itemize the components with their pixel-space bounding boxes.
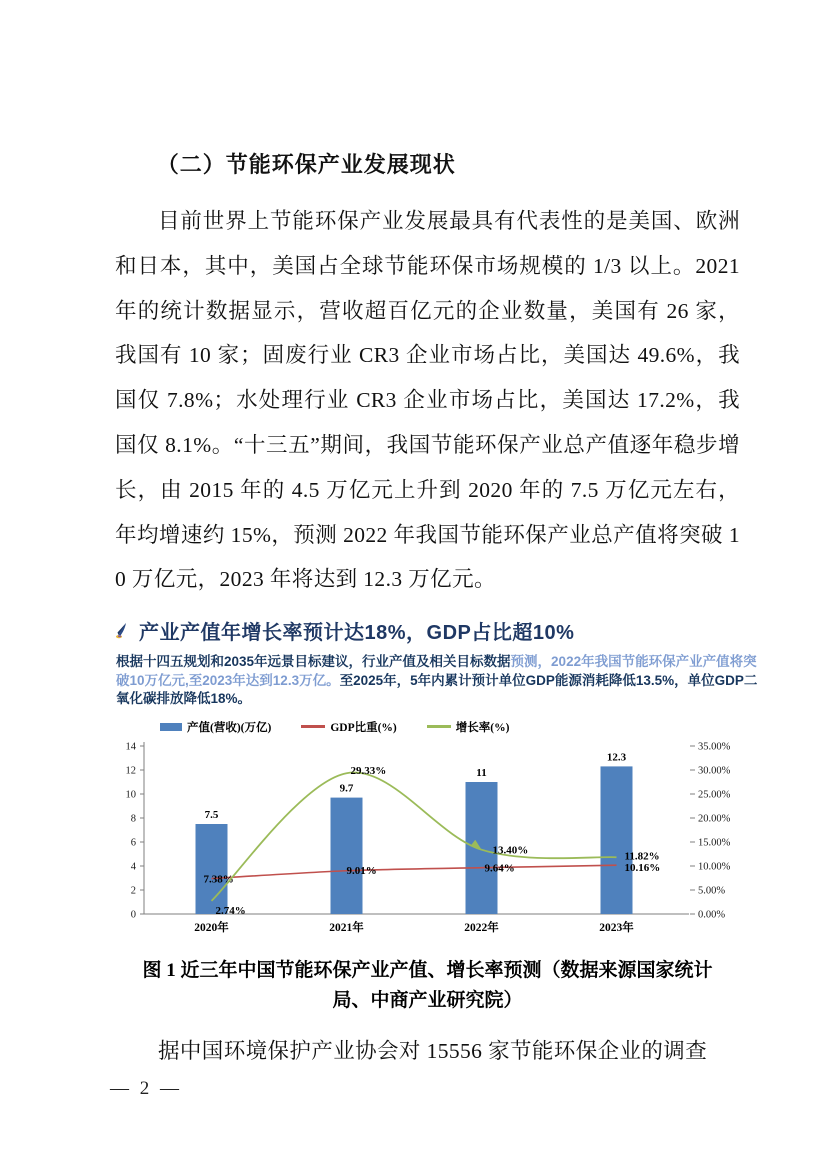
svg-text:29.33%: 29.33%: [350, 764, 387, 777]
down-arrow-marker-icon: [114, 622, 130, 640]
svg-text:7.5: 7.5: [204, 808, 219, 821]
svg-text:11: 11: [476, 766, 487, 779]
page-number: — 2 —: [110, 1078, 182, 1099]
paragraph-1: 目前世界上节能环保产业发展最具有代表性的是美国、欧洲和日本，其中，美国占全球节能环保市场规模的 1/3 以上。2021 年的统计数据显示，营收超百亿元的企业数量，美国有 26 家，我国有 10 家；固废行业 CR3 企业市场占比，美国达 49.6%，我国仅 7.8%；水处理行业 CR3 企业市场占比，美国达 17.2%，我国仅 8.1%。“十三五”期间，我国节能环保产业总产值逐年稳步增长，由 2015 年的 4.5 万亿元上升到 2020 年的 7.5 万亿元左右，年均增速约 15%，预测 2022 年我国节能环保产业总产值将突破 10 万亿元，2023 年将达到 12.3 万亿元。: [115, 209, 740, 592]
line-series: [212, 865, 617, 878]
svg-text:7.38%: 7.38%: [203, 873, 234, 886]
svg-text:20.00%: 20.00%: [698, 813, 731, 825]
infographic-title-row: [114, 616, 764, 645]
svg-text:2.74%: 2.74%: [215, 904, 246, 917]
legend-item: [427, 719, 510, 735]
svg-text:6: 6: [130, 837, 136, 849]
legend-line-swatch-icon: [427, 725, 451, 728]
caption-line-1: 图 1 近三年中国节能环保产业产值、增长率预测（数据来源国家统计: [142, 959, 713, 981]
legend-item: [160, 719, 271, 735]
legend-line-swatch-icon: [301, 725, 325, 728]
svg-text:2: 2: [130, 885, 136, 897]
svg-text:9.64%: 9.64%: [484, 862, 515, 875]
svg-text:11.82%: 11.82%: [624, 849, 660, 862]
svg-text:10.00%: 10.00%: [698, 861, 731, 873]
infographic-block: [114, 616, 764, 946]
line-series: [212, 772, 617, 900]
svg-text:2021年: 2021年: [329, 921, 364, 934]
paragraph-2: 据中国环境保护产业协会对 15556 家节能环保企业的调查: [158, 1038, 708, 1063]
infographic-subtitle: [116, 653, 764, 709]
svg-text:12: 12: [125, 765, 136, 777]
legend-item: [301, 719, 396, 735]
svg-text:15.00%: 15.00%: [698, 837, 731, 849]
svg-text:30.00%: 30.00%: [698, 765, 731, 777]
svg-text:0: 0: [130, 909, 136, 921]
svg-text:9.01%: 9.01%: [346, 864, 377, 877]
svg-text:2022年: 2022年: [464, 921, 499, 934]
subtitle-segment-dark: 根据十四五规划和2035年远景目标建议，行业产值及相关目标数据: [116, 654, 511, 670]
caption-line-2: 局、中商产业研究院）: [332, 989, 523, 1011]
section-heading: （二）节能环保产业发展现状: [156, 152, 456, 177]
svg-text:12.3: 12.3: [606, 751, 627, 764]
legend-label: GDP比重(%): [330, 721, 397, 734]
svg-text:0.00%: 0.00%: [698, 909, 726, 921]
subtitle-segment-light: 预测，2022年我国节能环保产业产值将突破10万亿元,至2023年达到12.3万亿。: [116, 654, 757, 688]
svg-text:10: 10: [125, 789, 136, 801]
legend-label: 产值(营收)(万亿): [187, 721, 272, 734]
svg-text:4: 4: [130, 861, 136, 873]
svg-text:14: 14: [125, 741, 136, 753]
legend-bar-swatch-icon: [160, 723, 182, 731]
svg-text:9.7: 9.7: [339, 782, 354, 795]
combo-chart: [114, 738, 764, 946]
bar-series: [196, 766, 633, 914]
svg-text:5.00%: 5.00%: [698, 885, 726, 897]
page-content: [115, 148, 758, 1073]
svg-text:25.00%: 25.00%: [698, 789, 731, 801]
svg-text:8: 8: [130, 813, 136, 825]
svg-text:13.40%: 13.40%: [492, 844, 529, 857]
svg-text:2023年: 2023年: [599, 921, 634, 934]
svg-text:35.00%: 35.00%: [698, 741, 731, 753]
subtitle-segment-dark2: 至2025年，5年内累计预计单位GDP能源消耗降低13.5%，单位GDP二氧化碳排放降低18%。: [116, 672, 758, 707]
svg-text:10.16%: 10.16%: [624, 861, 661, 874]
svg-text:2020年: 2020年: [194, 921, 229, 934]
figure-caption: [115, 956, 740, 1016]
legend-label: 增长率(%): [455, 721, 510, 734]
chart-legend: [160, 719, 764, 735]
infographic-title: 产业产值年增长率预计达18%，GDP占比超10%: [139, 622, 575, 645]
